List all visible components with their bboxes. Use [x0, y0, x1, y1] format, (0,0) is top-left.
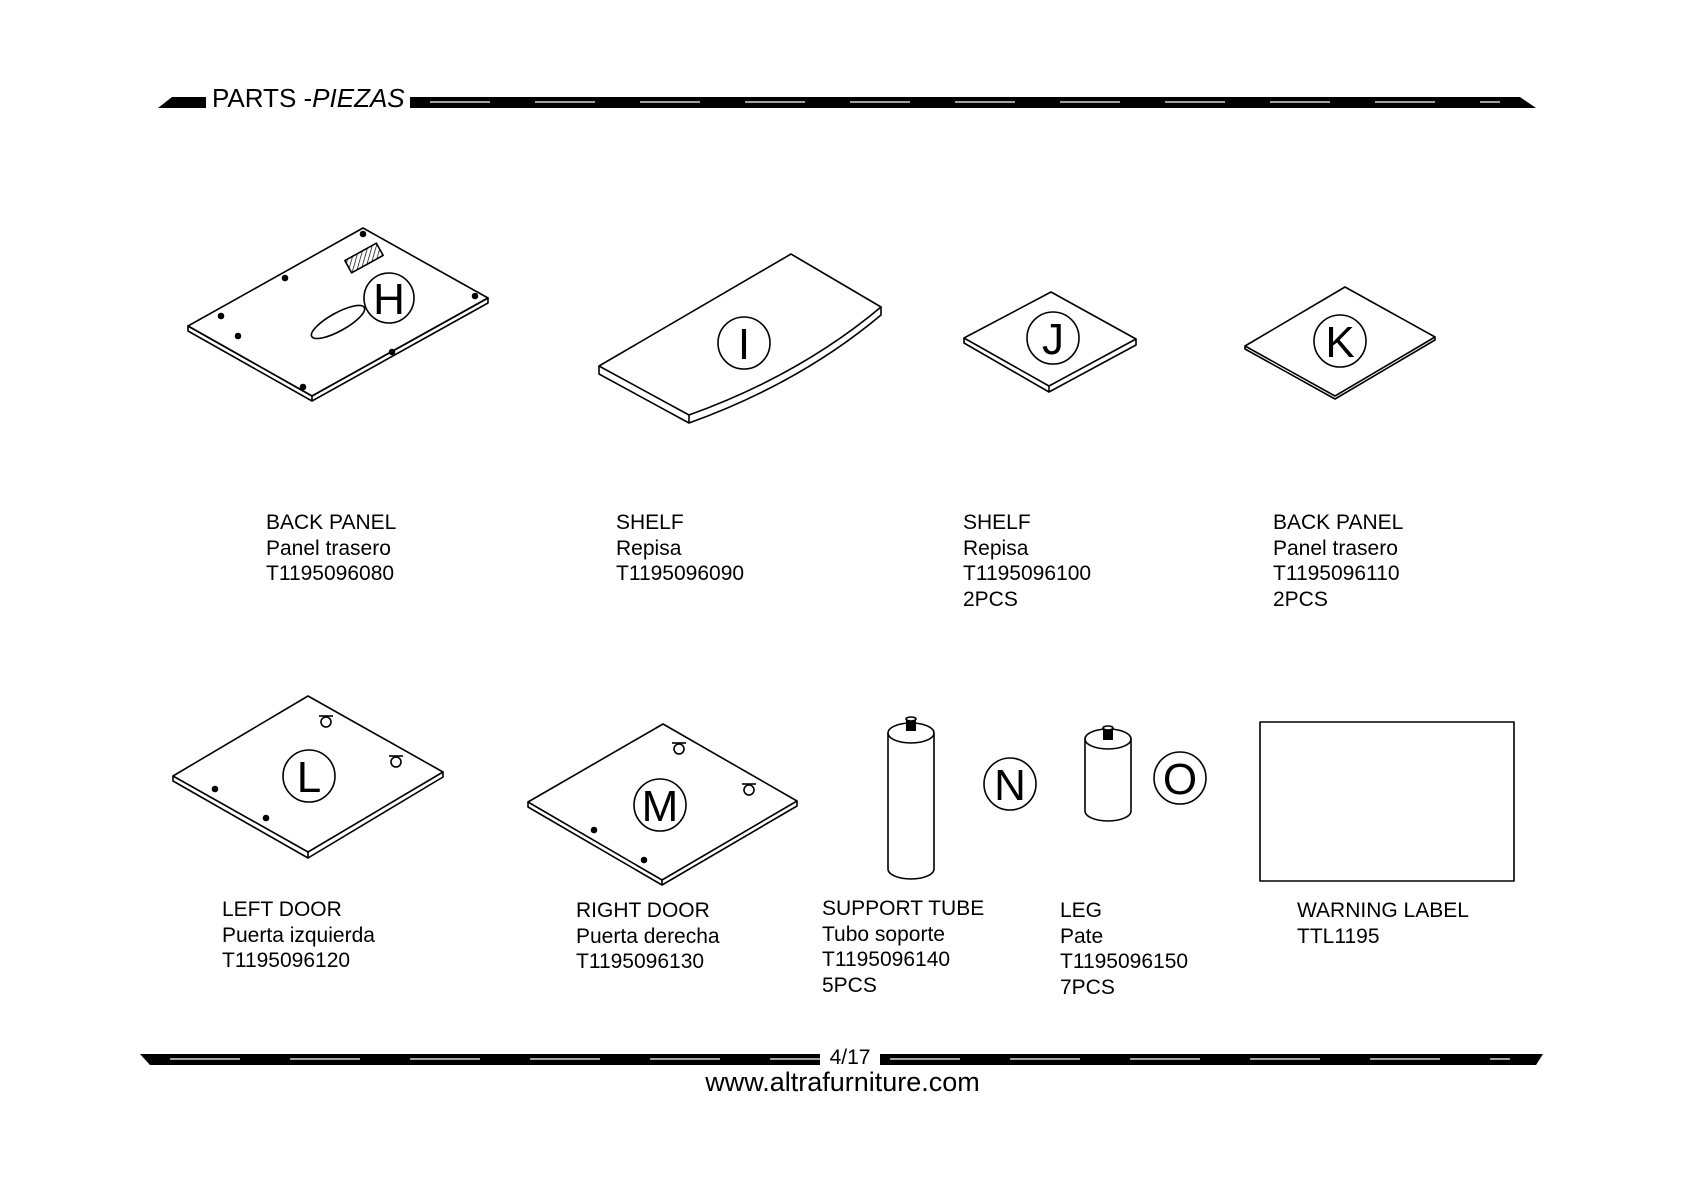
part-name-es: Puerta derecha — [576, 924, 720, 948]
hinge-hole — [389, 756, 403, 767]
website-url: www.altrafurniture.com — [705, 1067, 980, 1097]
part-quantity: 2PCS — [963, 587, 1018, 611]
part-code: T1195096080 — [266, 562, 395, 585]
part-name-es: Panel trasero — [266, 536, 391, 560]
part-code: TTL1195 — [1297, 924, 1380, 948]
part-letter: N — [994, 761, 1026, 810]
part-quantity: 5PCS — [822, 973, 877, 997]
hinge-hole — [742, 784, 756, 795]
part-name-en: WARNING LABEL — [1297, 899, 1469, 922]
section-title-en: PARTS - — [212, 83, 313, 113]
part-name-es: Tubo soporte — [822, 922, 945, 946]
part-quantity: 2PCS — [1273, 587, 1328, 611]
part-name-en: SUPPORT TUBE — [822, 897, 985, 920]
part-label-o — [1060, 898, 1188, 1000]
part-code: T1195096090 — [616, 562, 745, 585]
part-code: T1195096140 — [822, 948, 951, 971]
part-name-en: RIGHT DOOR — [576, 899, 710, 922]
part-name-es: Repisa — [963, 536, 1029, 560]
part-label-n — [822, 896, 984, 998]
part-quantity: 7PCS — [1060, 975, 1115, 999]
part-code: T1195096120 — [222, 949, 351, 972]
part-name-es: Panel trasero — [1273, 536, 1398, 560]
part-name-en: LEFT DOOR — [222, 898, 342, 921]
part-label-k — [1273, 510, 1403, 612]
part-name-es: Repisa — [616, 536, 682, 560]
part-h-back-panel-drawing — [188, 228, 488, 401]
hinge-hole — [672, 743, 686, 754]
part-letter: M — [641, 782, 679, 831]
part-code: T1195096150 — [1060, 950, 1189, 973]
part-name-en: BACK PANEL — [266, 511, 397, 534]
part-name-en: SHELF — [963, 511, 1031, 534]
part-letter: H — [373, 275, 405, 324]
part-name-en: LEG — [1060, 899, 1103, 922]
part-name-en: BACK PANEL — [1273, 511, 1404, 534]
part-label-j — [963, 510, 1091, 612]
page-number: 4/17 — [820, 1045, 880, 1071]
part-letter: L — [296, 753, 322, 802]
part-letter: K — [1325, 318, 1355, 367]
part-code: T1195096110 — [1273, 562, 1400, 585]
part-label-l — [222, 897, 375, 974]
part-label-warning — [1297, 898, 1469, 949]
section-title-es: PIEZAS — [312, 83, 405, 113]
part-code: T1195096130 — [576, 950, 705, 973]
part-name-es: Puerta izquierda — [222, 923, 375, 947]
hinge-hole — [319, 716, 333, 727]
part-name-es: Pate — [1060, 924, 1104, 948]
part-letter: J — [1042, 315, 1064, 364]
part-letter: O — [1162, 755, 1198, 804]
section-title — [212, 83, 405, 113]
part-name-en: SHELF — [616, 511, 684, 534]
part-code: T1195096100 — [963, 562, 1092, 585]
part-letter: I — [737, 320, 751, 369]
part-label-i — [616, 510, 744, 587]
part-label-h — [266, 510, 396, 587]
warning-label-drawing — [1260, 722, 1514, 881]
part-label-m — [576, 898, 720, 975]
